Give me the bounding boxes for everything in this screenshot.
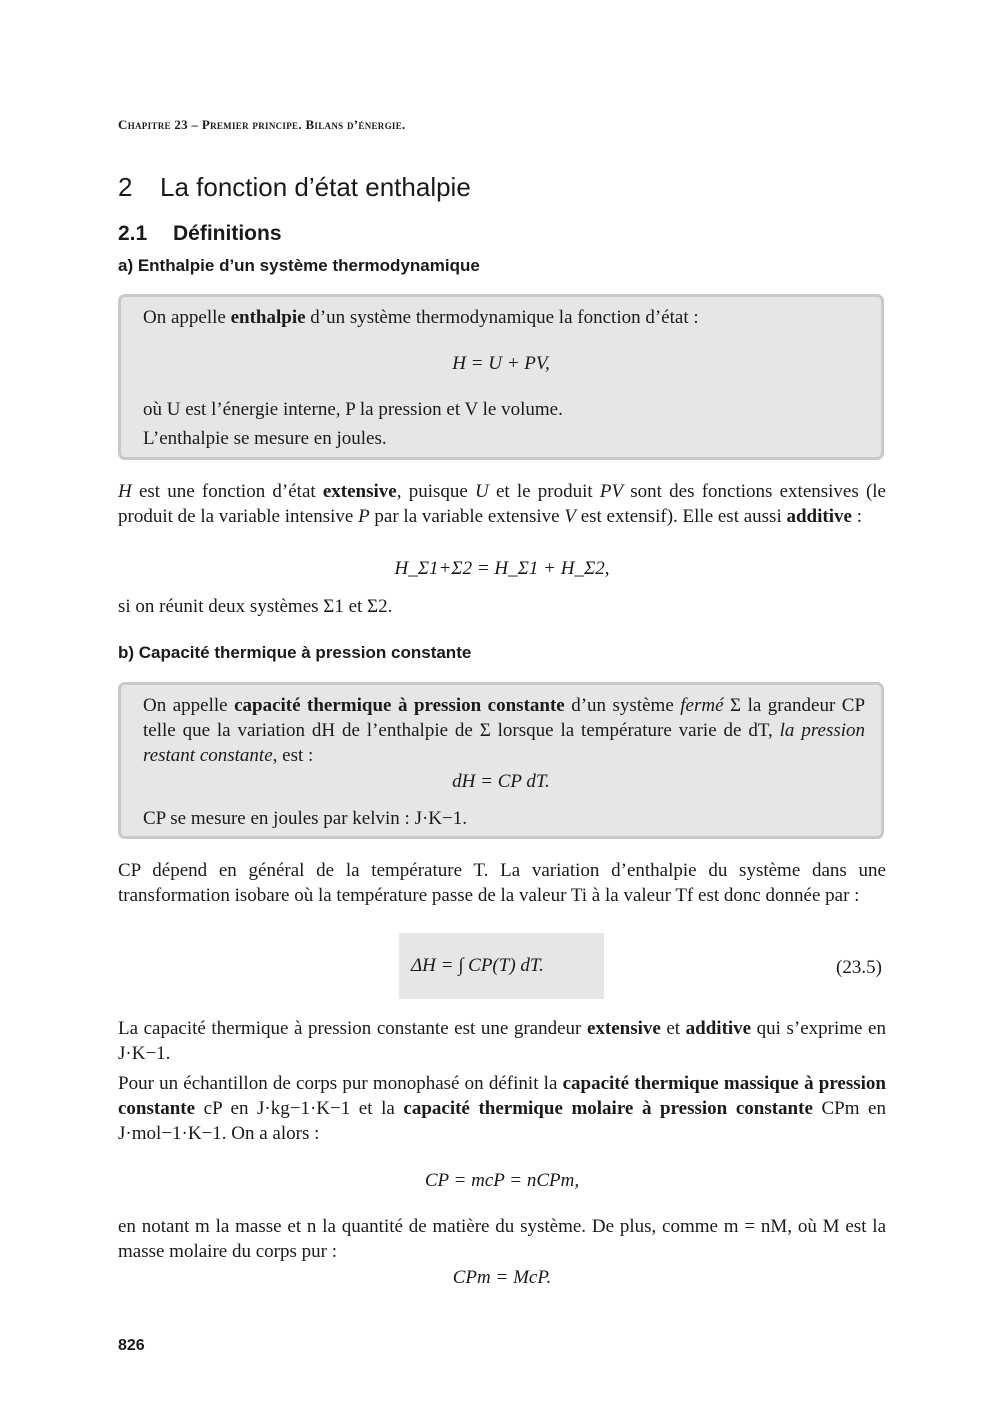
box2-unit: CP se mesure en joules par kelvin : J·K−1. [143, 808, 467, 829]
p1-t10: V [564, 506, 576, 527]
p1-t1: H [118, 481, 132, 502]
box2-ital2: la [779, 720, 795, 741]
paragraph-reunion: si on réunit deux systèmes Σ1 et Σ2. [118, 596, 393, 617]
subsection-number: 2.1 [118, 222, 148, 245]
section-title: La fonction d’état enthalpie [160, 172, 471, 202]
p1-t6: PV [599, 481, 624, 502]
running-header: Chapitre 23 – Premier principe. Bilans d’énergie. [118, 117, 406, 132]
box2-ital3: pression restant constante [143, 720, 866, 766]
box2-para [143, 693, 865, 768]
dh-formula: dH = CP dT. [452, 771, 550, 792]
box2-pre: On appelle [143, 695, 228, 716]
p1-t2: est une fonction d’état [131, 481, 323, 502]
definition-box-heat-capacity [118, 682, 884, 839]
box1-text: On appelle [143, 307, 226, 328]
p5-t3: CPm en J·mol−1·K−1. On a alors : [118, 1098, 886, 1144]
box1-text-post: d’un système thermodynamique la fonction d’état : [310, 307, 699, 328]
integral-formula: ΔH = ∫ CP(T) dT. [411, 955, 544, 976]
additivity-formula: H_Σ1+Σ2 = H_Σ1 + H_Σ2, [394, 558, 610, 579]
cpm-formula: CPm = McP. [452, 1267, 552, 1288]
p5-t2: cP en J·kg−1·K−1 et la [195, 1098, 404, 1119]
box2-mid2: Σ la grandeur [730, 695, 836, 716]
p1-t9: par la variable extensive [369, 506, 565, 527]
p4-b1: extensive [586, 1018, 661, 1039]
cp-relation-formula: CP = mcP = nCPm, [424, 1170, 580, 1191]
p5-b2: capacité thermique molaire à pression constante [403, 1098, 813, 1119]
box1-bold-term: enthalpie [230, 307, 306, 328]
equation-number: (23.5) [836, 957, 882, 978]
integral-equation-box [399, 933, 604, 999]
box1-line3: où U est l’énergie interne, P la pression et V le volume. [143, 399, 563, 420]
subsubsection-a-heading: a) Enthalpie d’un système thermodynamique [118, 256, 480, 275]
p4-t3: qui s’exprime en J·K−1. [118, 1018, 886, 1064]
paragraph-temperature-dependence: CP dépend en général de la température T. La variation d’enthalpie du système dans une transformation isobare où la température passe de la valeur Ti à la valeur Tf est donc donnée par : [118, 860, 886, 906]
p1-b1: extensive [322, 481, 397, 502]
p1-t3: , puisque [396, 481, 475, 502]
p1-b2: additive [786, 506, 852, 527]
paragraph-extensive-additive [118, 1016, 886, 1066]
box2-ital1: fermé [680, 695, 724, 716]
p1-t8: P [358, 506, 370, 527]
paragraph-extensive [118, 479, 886, 529]
enthalpy-formula: H = U + PV, [452, 353, 550, 374]
p1-t11: est extensif). Elle est aussi [575, 506, 787, 527]
p5-b1: capacité thermique massique à pression constante [118, 1073, 886, 1119]
p1-t7: sont des fonctions extensives (le produit de la variable intensive [118, 481, 886, 527]
definition-box-enthalpy [118, 294, 884, 460]
box1-line4: L’enthalpie se mesure en joules. [143, 428, 387, 449]
p4-b2: additive [685, 1018, 752, 1039]
p4-t1: La capacité thermique à pression constante est une grandeur [118, 1018, 587, 1039]
section-heading [118, 172, 471, 203]
subsubsection-b-heading: b) Capacité thermique à pression constante [118, 643, 472, 662]
p1-t4: U [475, 481, 489, 502]
p1-t12: : [851, 506, 862, 527]
page-number: 826 [118, 1337, 145, 1354]
p5-t1: Pour un échantillon de corps pur monophasé on définit la [118, 1073, 563, 1094]
section-number: 2 [118, 172, 133, 202]
box2-bold-term: capacité thermique à pression constante [234, 695, 565, 716]
box1-line1 [143, 305, 699, 330]
p4-t2: et [660, 1018, 686, 1039]
paragraph-mass-notation: en notant m la masse et n la quantité de matière du système. De plus, comme m = nM, où M est la masse molaire du corps pur : [118, 1216, 886, 1262]
subsection-heading [118, 222, 282, 246]
box2-mid1: d’un système [571, 695, 674, 716]
paragraph-massic-molar [118, 1071, 886, 1146]
box2-end: , est : [272, 745, 314, 766]
box2-line2: CP telle que la variation dH de l’enthalpie de Σ lorsque la température varie de dT, [143, 695, 866, 741]
subsection-title: Définitions [173, 222, 282, 245]
p1-t5: et le produit [488, 481, 600, 502]
